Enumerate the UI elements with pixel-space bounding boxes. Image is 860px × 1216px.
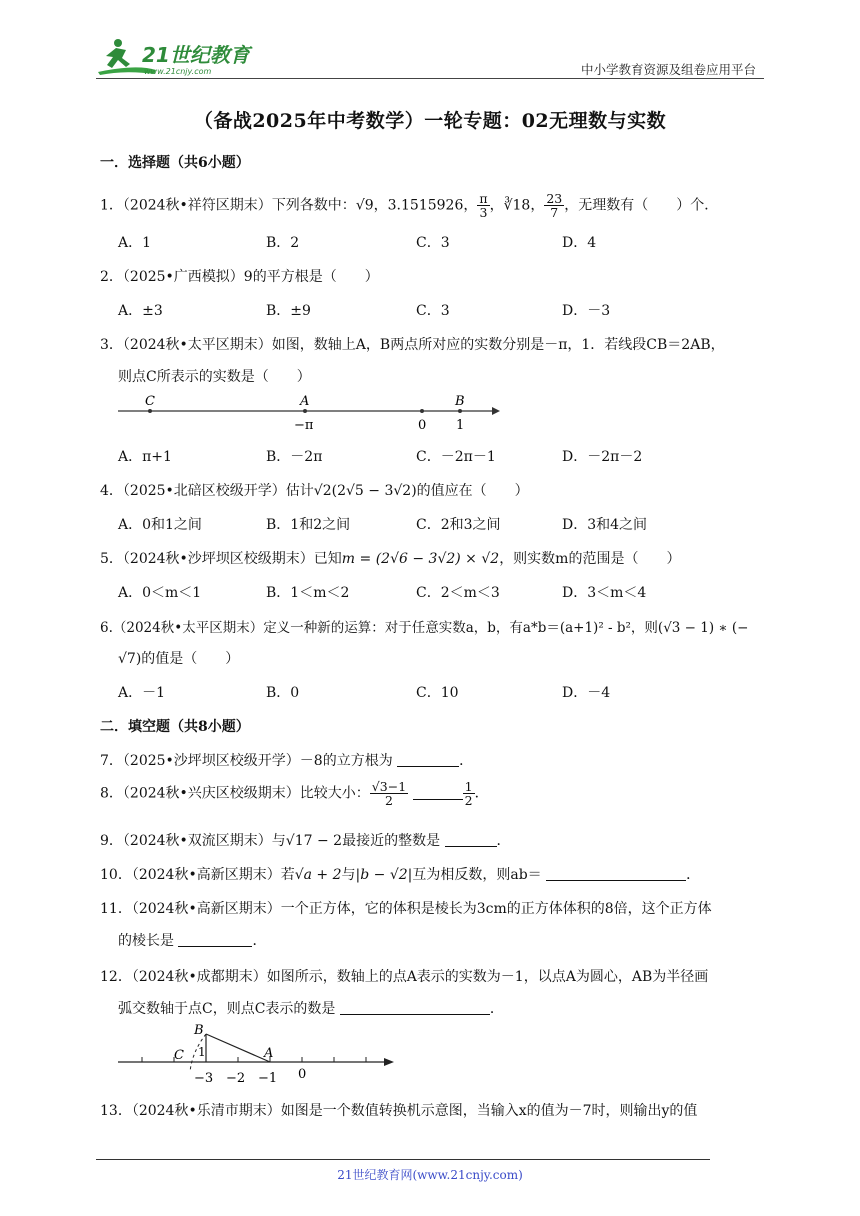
q1-fraction: $\frac{23}{7}$: [546, 191, 563, 221]
q5-option-d: D．3＜m＜4: [562, 585, 647, 601]
logo-url: www.21cnjy.com: [144, 67, 212, 76]
q12-label-c: C: [174, 1048, 184, 1063]
q1-number: 1．: [100, 197, 123, 214]
q12-tick-0: 0: [298, 1067, 307, 1082]
question-1: 1．（2024秋•祥符区期末）下列各数中：√9，3.1515926， $\frac{\pi}{3}$ ，∛18， $\frac{23}{7}$ ，无理数有（ ）个．: [100, 191, 719, 221]
q8-fraction-right: $\frac{1}{2}$: [464, 779, 473, 809]
question-11-line2: [118, 930, 266, 950]
q12-tick-neg2: −2: [226, 1071, 246, 1086]
question-12-line1: 12．（2024秋•成都期末）如图所示，数轴上的点A表示的实数为－1，以点A为圆心，AB为半径画: [100, 969, 709, 985]
q10-expression-1: √a + 2: [294, 867, 342, 883]
q12-tick-neg3: −3: [194, 1071, 214, 1086]
q11-answer-blank: [178, 932, 252, 947]
q6-option-d: D．－4: [562, 685, 611, 701]
q3-option-b: B．－2π: [266, 449, 323, 465]
q5-option-b: B．1＜m＜2: [266, 585, 350, 601]
q12-answer-blank: [340, 1000, 490, 1015]
question-13: 13．（2024秋•乐清市期末）如图是一个数值转换机示意图，当输入x的值为－7时，则输出y的值: [100, 1103, 698, 1119]
q12-number-line-figure: [114, 1022, 404, 1088]
q1-cbrt: ∛18，: [503, 197, 545, 214]
q11-text-c: ．: [252, 933, 267, 949]
q12-label-b: B: [194, 1023, 204, 1038]
q9-expression: √17 − 2: [285, 833, 343, 849]
q4-option-a: A．0和1之间: [118, 517, 202, 533]
q8-fraction-left: $\frac{√3-1}{2}$: [371, 779, 407, 809]
q11-text: 的棱长是: [118, 933, 174, 949]
q6-option-c: C．10: [416, 685, 459, 701]
q4-option-d: D．3和4之间: [562, 517, 648, 533]
q10-answer-blank: [546, 866, 686, 881]
question-9: [100, 830, 511, 850]
q12-label-one: 1: [198, 1045, 206, 1059]
question-3-line1: 3．（2024秋•太平区期末）如图，数轴上A，B两点所对应的实数分别是－π，1．若线段CB＝2AB，: [100, 337, 725, 353]
q3-label-1: 1: [456, 418, 465, 433]
q4-option-c: C．2和3之间: [416, 517, 501, 533]
q3-point-b: [458, 409, 462, 413]
q9-answer-blank: [445, 832, 497, 847]
q8-answer-blank: [413, 785, 463, 800]
question-11-line1: 11．（2024秋•高新区期末）一个正方体，它的体积是棱长为3cm的正方体体积的8倍，这个正方体: [100, 901, 712, 917]
q4-text-b: 的值应在（ ）: [416, 483, 529, 499]
q6-option-a: A．－1: [118, 685, 166, 701]
q8-text-b: ．: [474, 785, 489, 802]
question-4: [100, 480, 529, 500]
question-12-line2: [118, 998, 504, 1018]
q5-option-a: A．0＜m＜1: [118, 585, 202, 601]
q2-option-c: C．3: [416, 303, 450, 319]
footer-divider: [96, 1159, 710, 1160]
q3-label-neg-pi: −π: [294, 418, 314, 433]
q9-text-a: 9．（2024秋•双流区期末）与: [100, 833, 286, 849]
q4-option-b: B．1和2之间: [266, 517, 351, 533]
q7-text-b: ．: [459, 753, 474, 769]
q2-option-b: B．±9: [266, 303, 311, 319]
q12-label-a: A: [264, 1046, 274, 1061]
q1-option-d: D．4: [562, 235, 597, 251]
page-title: （备战2025年中考数学）一轮专题：02无理数与实数: [193, 110, 667, 132]
q8-text-a: 8．（2024秋•兴庆区校级期末）比较大小：: [100, 785, 370, 802]
q10-text-mid: 与: [341, 867, 356, 883]
question-6-line2: √7)的值是（ ）: [118, 651, 240, 667]
question-5: [100, 548, 680, 568]
q7-text-a: 7．（2025•沙坪坝区校级开学）－8的立方根为: [100, 753, 393, 769]
q3-point-c: [148, 409, 152, 413]
q9-text-b: 最接近的整数是: [342, 833, 441, 849]
q12-text-c: ．: [489, 1001, 504, 1017]
q1-source: （2024秋•祥符区期末）: [122, 197, 272, 214]
q1-option-a: A．1: [118, 235, 152, 251]
q2-option-a: A．±3: [118, 303, 163, 319]
q10-text-c: ．: [686, 867, 701, 883]
q9-text-c: ．: [496, 833, 511, 849]
q5-text-a: 5．（2024秋•沙坪坝区校级期末）已知: [100, 551, 342, 567]
q10-text-b: 互为相反数，则ab＝: [412, 867, 542, 883]
q3-tick-0: [420, 409, 424, 413]
q5-text-b: ，则实数m的范围是（ ）: [499, 551, 681, 567]
logo-text: 21世纪教育: [142, 43, 250, 67]
platform-label: 中小学教育资源及组卷应用平台: [580, 62, 756, 77]
question-10: [100, 864, 700, 884]
q5-expression: m = (2√6 − 3√2) × √2: [341, 551, 500, 567]
q5-option-c: C．2＜m＜3: [416, 585, 500, 601]
q3-label-0: 0: [418, 418, 427, 433]
question-3-line2: 则点C所表示的实数是（ ）: [118, 369, 311, 385]
q1-sqrt9: √9: [355, 197, 374, 214]
q7-answer-blank: [397, 752, 459, 767]
site-logo: [96, 34, 256, 78]
q3-axis-arrow: [492, 407, 500, 415]
q1-option-c: C．3: [416, 235, 450, 251]
header-divider: [96, 78, 764, 79]
q3-option-d: D．－2π－2: [562, 449, 643, 465]
q3-option-c: C．－2π－1: [416, 449, 496, 465]
question-8: [100, 780, 489, 807]
q4-text-a: 4．（2025•北碚区校级开学）估计: [100, 483, 314, 499]
q1-option-b: B．2: [266, 235, 300, 251]
q3-point-a: [303, 409, 307, 413]
q12-axis-arrow: [384, 1058, 394, 1066]
section-choice-title: 一．选择题（共6小题）: [100, 155, 250, 171]
q1-text-b: ，无理数有（ ）个．: [564, 197, 719, 214]
q4-expression: √2(2√5 − 3√2): [313, 483, 417, 499]
question-7: [100, 750, 473, 770]
q1-text-a: 下列各数中：: [271, 197, 356, 214]
section-fill-title: 二．填空题（共8小题）: [100, 719, 250, 735]
question-6-line1: 6.（2024秋•太平区期末）定义一种新的运算：对于任意实数a，b，有a*b＝(a+1)² - b²，则(√3 − 1) ∗ (−: [100, 620, 749, 636]
q12-text: 弧交数轴于点C，则点C表示的数是: [118, 1001, 336, 1017]
q1-values: ，3.1515926，: [373, 197, 478, 214]
q3-label-a: A: [300, 394, 310, 409]
footer-text[interactable]: 21世纪教育网(www.21cnjy.com): [337, 1168, 523, 1182]
q3-option-a: A．π+1: [118, 449, 172, 465]
q3-label-c: C: [145, 394, 155, 409]
q6-option-b: B．0: [266, 685, 300, 701]
q10-text-a: 10．（2024秋•高新区期末）若: [100, 867, 295, 883]
q3-number-line-figure: [110, 392, 510, 436]
q2-option-d: D．－3: [562, 303, 611, 319]
q10-expression-2: |b − √2|: [355, 867, 413, 883]
q1-pi-fraction: $\frac{\pi}{3}$: [479, 191, 488, 221]
question-2: 2．（2025•广西模拟）9的平方根是（ ）: [100, 269, 379, 285]
q12-tick-neg1: −1: [258, 1071, 278, 1086]
q3-label-b: B: [455, 394, 465, 409]
